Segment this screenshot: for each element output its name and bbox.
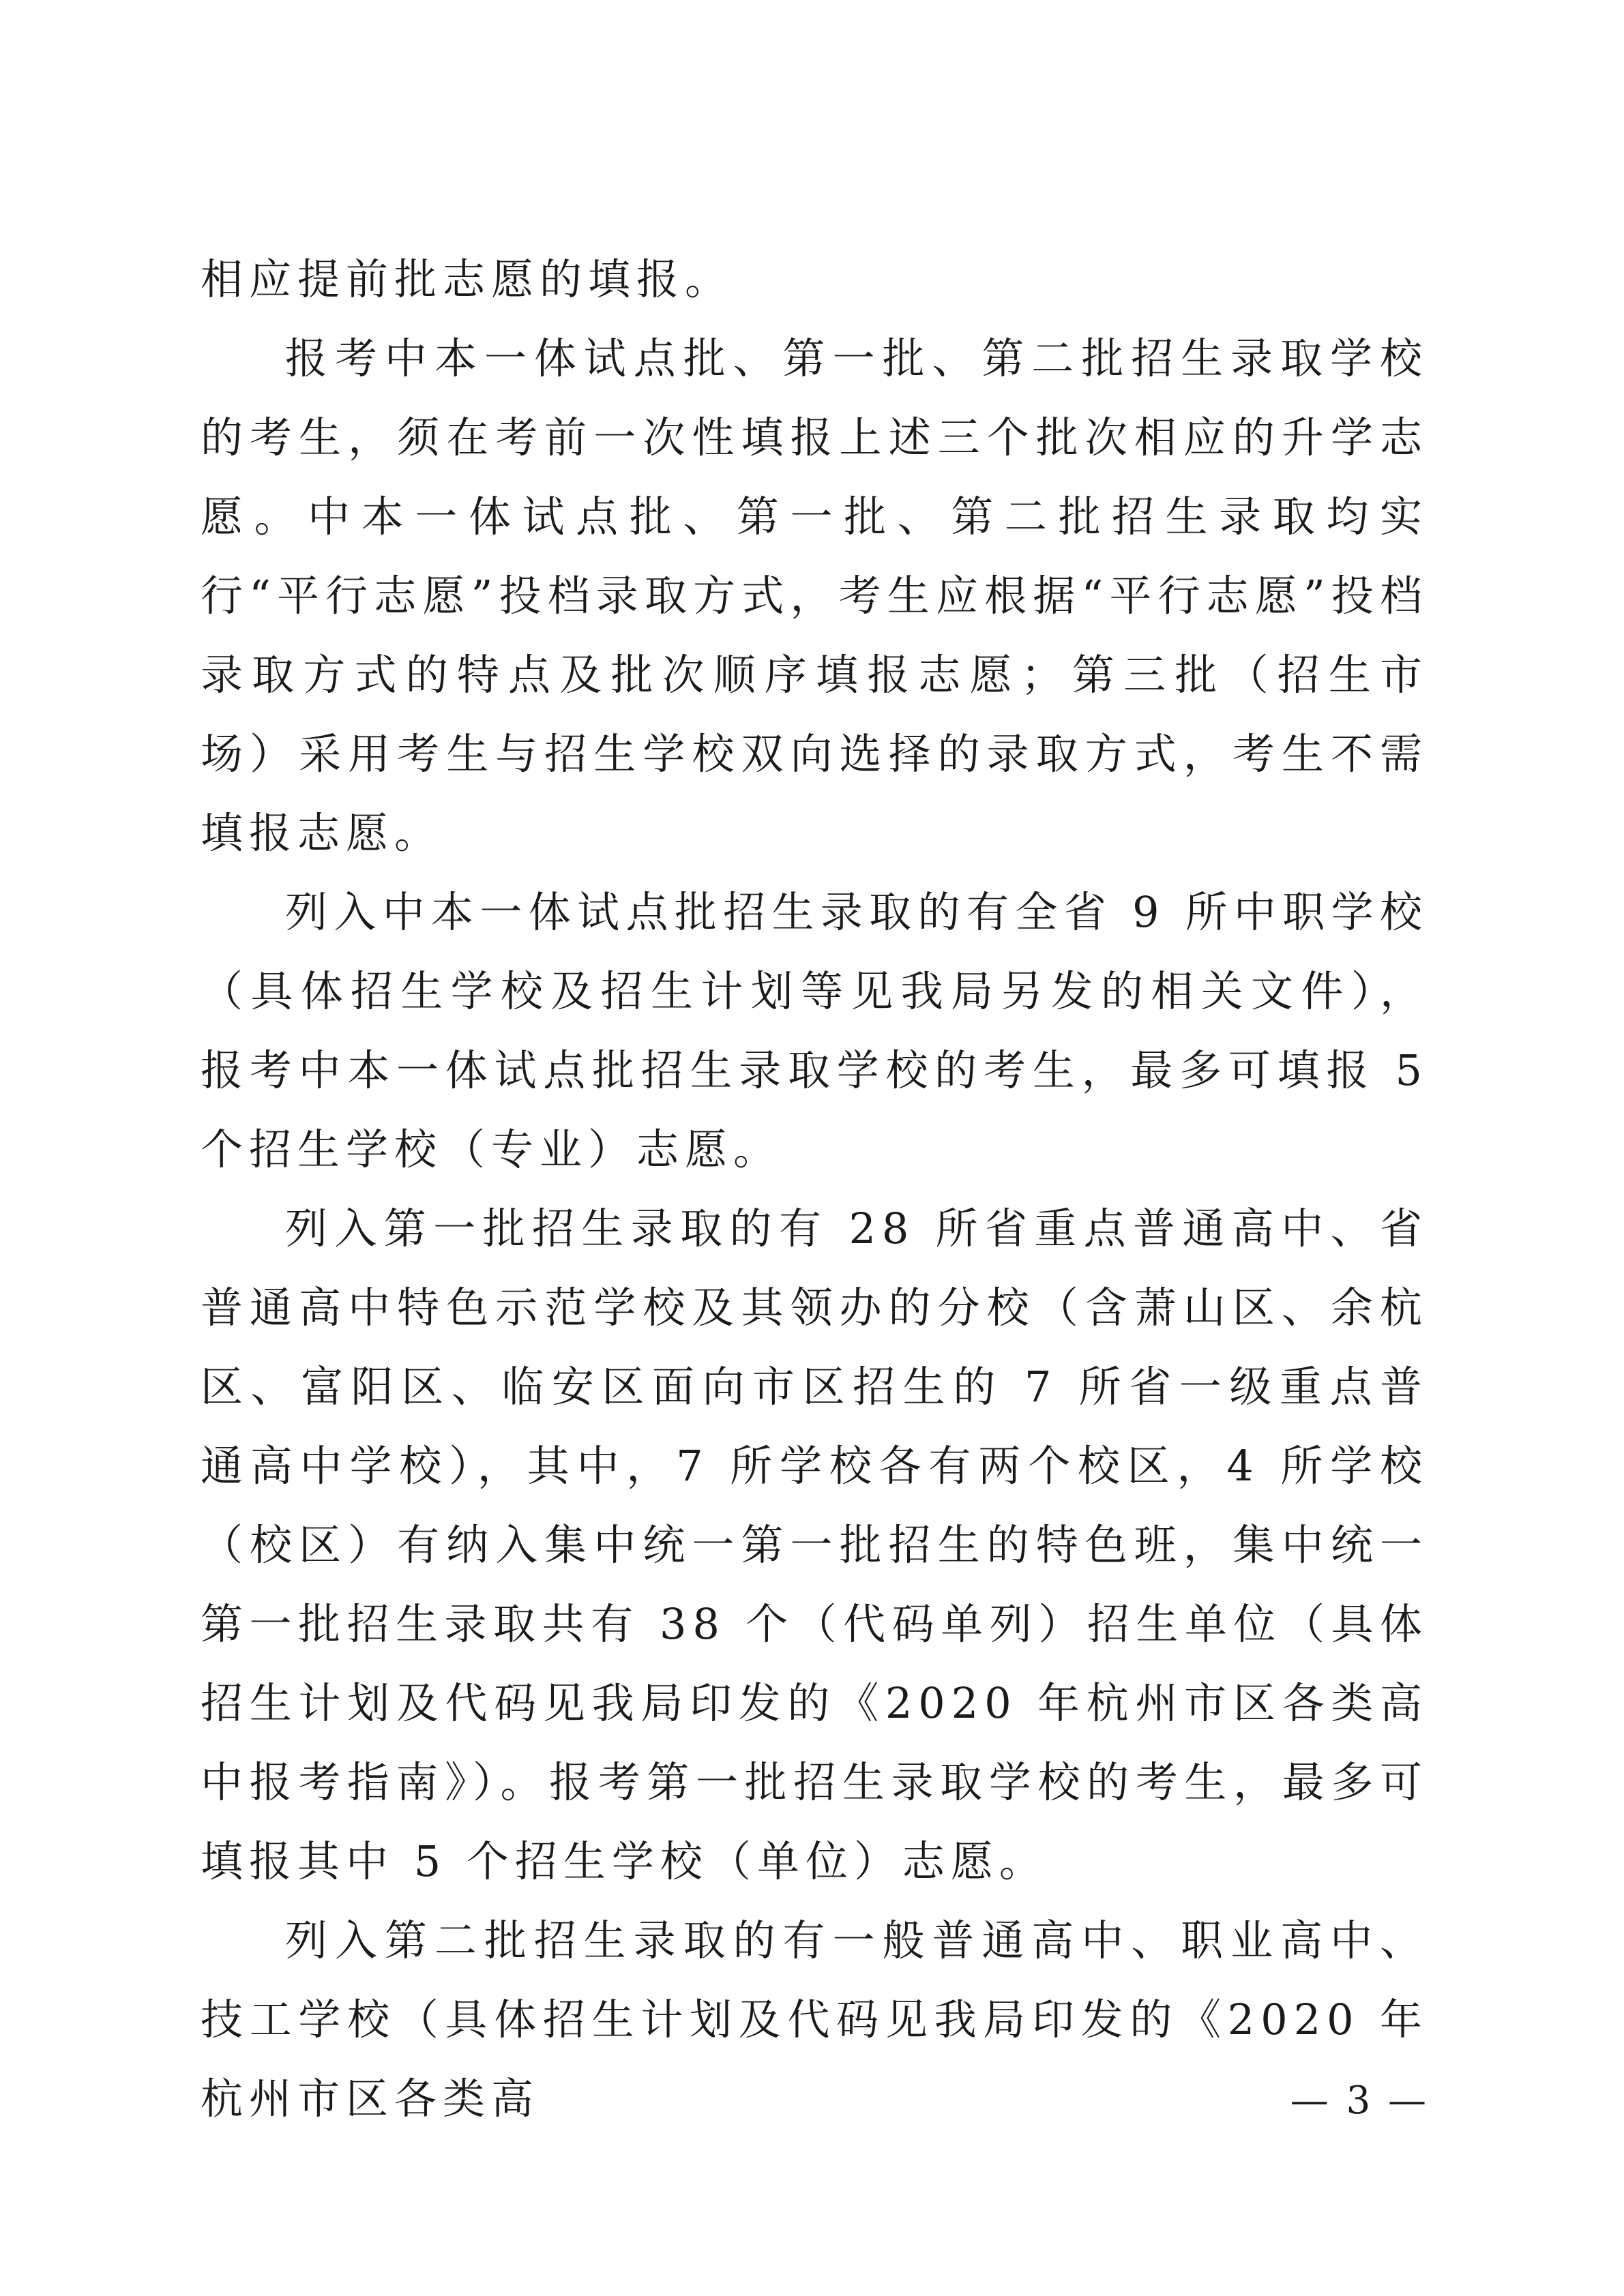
page-number: — 3 — [1290,2078,1429,2123]
paragraph-1: 相应提前批志愿的填报。 [201,254,734,304]
paragraph-4: 列入第一批招生录取的有 28 所省重点普通高中、省普通高中特色示范学校及其领办的分校（含萧山区、余杭区、富阳区、临安区面向市区招生的 7 所省一级重点普通高中学校），其中，7 所学校各有两个校区，4 所学校（校区）有纳入集中统一第一批招生的特色班，集中统一第一批招生录取共有 38 个（代码单列）招生单位（具体招生计划及代码见我局印发的《2020 年杭州市区各类高中报考指南》）。报考第一批招生录取学校的考生，最多可填报其中 5 个招生学校（单位）志愿。 [201,1204,1428,1886]
paragraph-3: 列入中本一体试点批招生录取的有全省 9 所中职学校（具体招生学校及招生计划等见我局另发的相关文件），报考中本一体试点批招生录取学校的考生，最多可填报 5 个招生学校（专业）志愿。 [201,887,1428,1174]
paragraph-5: 列入第二批招生录取的有一般普通高中、职业高中、技工学校（具体招生计划及代码见我局印发的《2020 年杭州市区各类高 [201,1915,1428,2123]
document-body [201,240,1428,2138]
paragraph-2: 报考中本一体试点批、第一批、第二批招生录取学校的考生，须在考前一次性填报上述三个批次相应的升学志愿。中本一体试点批、第一批、第二批招生录取均实行“平行志愿”投档录取方式，考生应根据“平行志愿”投档录取方式的特点及批次顺序填报志愿；第三批（招生市场）采用考生与招生学校双向选择的录取方式，考生不需填报志愿。 [201,333,1428,858]
